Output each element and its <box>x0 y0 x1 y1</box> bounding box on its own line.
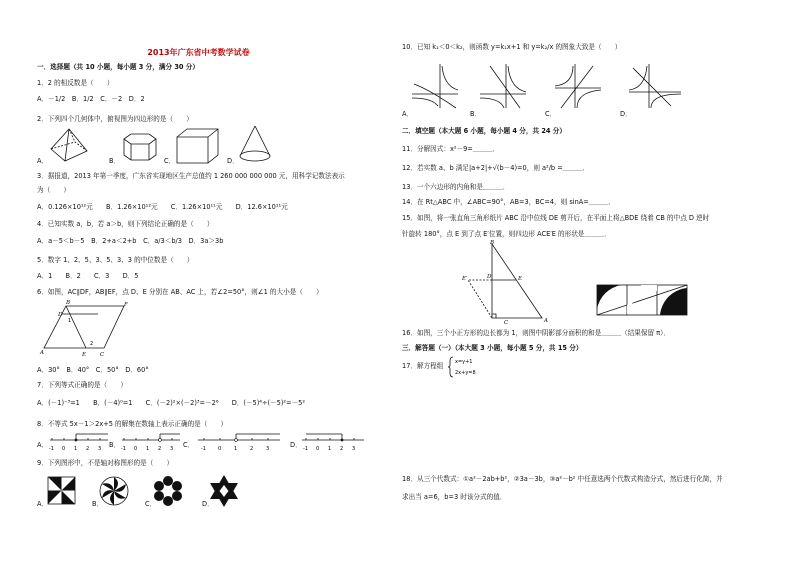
question-6: 6．如图，AC∥DF，AB∥EF，点 D、E 分别在 AB、AC 上，若∠2=50°，则∠1 的大小是（ ） <box>37 288 323 296</box>
q10-option-b: B． <box>470 110 482 118</box>
question-5: 5．数字 1、2、5、3、5、3、3 的中位数是（ ） <box>37 256 194 264</box>
question-11: 11．分解因式：x²－9=＿＿＿． <box>402 145 500 153</box>
question-1-options: A．－1/2 B．1/2 C．－2 D．2 <box>37 95 145 103</box>
fig15-label-b: B <box>490 240 495 246</box>
tickb-0: -1 <box>121 446 126 452</box>
fig6-label-b: B <box>66 300 71 306</box>
tickc-0: -1 <box>201 446 206 452</box>
tickc-3: 2 <box>250 446 254 452</box>
question-4-options: A．a－5＜b－5 B．2+a＜2+b C．a/3＜b/3 D．3a＞3b <box>37 237 224 245</box>
question-3-line-2: 为（ ） <box>37 186 70 194</box>
q8-option-d: D． <box>290 441 302 449</box>
question-15-line-1: 15．如图，将一张直角三角形纸片 ABC 沿中位线 DE 剪开后，在平面上将△BDE 绕着 CB 的中点 D 逆时 <box>402 214 710 222</box>
question-6-options: A．30° B．40° C．50° D．60° <box>37 366 149 374</box>
q9-option-a: A． <box>37 500 49 508</box>
graph-option-d <box>627 62 683 110</box>
question-8: 8．不等式 5x－1＞2x+5 的解集在数轴上表示正确的是（ ） <box>37 420 228 428</box>
graph-option-b <box>478 62 528 110</box>
question-17: 17．解方程组 <box>402 362 444 370</box>
tickc-4: 3 <box>266 446 270 452</box>
question-18-line-1: 18．从三个代数式：①a²－2ab+b²，②3a－3b，③a²－b² 中任意选两个代数式构造分式，然后进行化简，并 <box>402 475 723 483</box>
cone-figure <box>237 124 277 166</box>
question-10: 10．已知 k₁＜0＜k₂，则函数 y=k₁x+1 和 y=k₂/x 的图象大致是（ ） <box>402 43 622 51</box>
fig15-label-e: E <box>518 276 523 282</box>
number-line-a <box>48 430 110 454</box>
question-3-line-1: 3．据报道，2013 年第一季度，广东省实现地区生产总值约 1 260 000 000 000 元，用科学记数法表示 <box>37 172 345 180</box>
ticka-3: 2 <box>86 446 90 452</box>
question-7-options: A．(－1)⁻³=1 B．(－4)⁰=1 C．(－2)²×(－2)³=－2⁶ D．(－5)⁴÷(－5)²=－5² <box>37 399 305 407</box>
tickc-2: 1 <box>234 446 238 452</box>
star-of-david-figure <box>208 474 240 508</box>
fig6-label-e: E <box>82 352 87 358</box>
ticka-2: 1 <box>74 446 78 452</box>
question-3-options: A．0.126×10¹²元 B．1.26×10¹²元 C．1.26×10¹¹元 D．12.6×10¹¹元 <box>37 203 288 211</box>
question-18-line-2: 求出当 a=6，b=3 时该分式的值． <box>402 493 507 501</box>
fig6-label-f: F <box>124 302 128 308</box>
tickc-1: 0 <box>218 446 222 452</box>
fig6-label-c: C <box>100 352 105 358</box>
q10-option-d: D． <box>620 110 632 118</box>
circle-petals-figure <box>98 475 130 507</box>
question-14: 14．在 Rt△ABC 中，∠ABC=90°，AB=3，BC=4，则 sinA=＿＿＿． <box>402 198 616 206</box>
q2-option-b: B． <box>109 157 121 165</box>
question-2: 2．下列四个几何体中，俯视图为四边形的是（ ） <box>37 115 193 123</box>
tickd-1: 0 <box>316 446 320 452</box>
question-9: 9．下列图形中，不是轴对称图形的是（ ） <box>37 459 174 467</box>
number-line-c <box>196 430 286 454</box>
ticka-1: 0 <box>62 446 66 452</box>
question-1: 1．2 的相反数是（ ） <box>37 79 114 87</box>
ticka-4: 3 <box>98 446 102 452</box>
q9-option-b: B． <box>92 500 104 508</box>
q10-option-c: C． <box>545 110 557 118</box>
page-title: 2013年广东省中考数学试卷 <box>147 48 250 57</box>
q10-option-a: A． <box>402 110 414 118</box>
fig6-label-d: D <box>58 312 63 318</box>
tickd-3: 2 <box>340 446 344 452</box>
question-7: 7．下列等式正确的是（ ） <box>37 381 127 389</box>
section-3-heading: 三．解答题（一）（本大题 3 小题，每小题 5 分，共 15 分） <box>402 344 583 352</box>
equation-1: x=y+1 <box>455 359 473 365</box>
fig6-angle-1: 1 <box>68 318 72 324</box>
graph-option-a <box>410 62 460 110</box>
pyramid-figure <box>47 127 97 167</box>
fig15-label-d: D <box>487 274 492 280</box>
cube-figure <box>174 127 224 167</box>
tickd-4: 3 <box>352 446 356 452</box>
tickb-2: 1 <box>146 446 150 452</box>
q2-option-d: D． <box>227 157 239 165</box>
tickb-3: 2 <box>158 446 162 452</box>
q8-option-c: C． <box>183 441 195 449</box>
tickb-1: 0 <box>134 446 138 452</box>
fig6-angle-2: 2 <box>90 341 94 347</box>
q9-option-d: D． <box>202 500 214 508</box>
q2-option-c: C． <box>164 157 176 165</box>
fig15-label-a: A <box>544 318 548 324</box>
number-line-d <box>300 430 366 454</box>
q9-option-c: C． <box>145 500 157 508</box>
question-16: 16．如图，三个小正方形的边长都为 1，则图中阴影部分面积的和是＿＿＿（结果保留 π）． <box>402 329 671 337</box>
tickd-0: -1 <box>303 446 308 452</box>
section-2-heading: 二．填空题（本大题 6 小题，每小题 4 分，共 24 分） <box>402 127 566 135</box>
shaded-squares-figure <box>596 284 690 318</box>
question-4: 4．已知实数 a，b，若 a＞b，则下列结论正确的是（ ） <box>37 220 214 228</box>
parallel-lines-figure <box>40 300 130 360</box>
question-12: 12．若实数 a、b 满足|a+2|+√(b－4)=0，则 a²/b =＿＿＿． <box>402 164 590 172</box>
q8-option-b: B． <box>109 441 121 449</box>
fig15-label-e-prime: E′ <box>462 276 468 282</box>
ticka-0: -1 <box>49 446 54 452</box>
question-5-options: A．1 B．2 C．3 D．5 <box>37 272 139 280</box>
equation-system <box>448 356 488 378</box>
number-line-b <box>120 430 182 454</box>
tickb-4: 3 <box>170 446 174 452</box>
triangle-cut-figure <box>460 240 560 324</box>
question-15-line-2: 针旋转 180°，点 E 到了点 E′位置，则四边形 ACE′E 的形状是＿＿＿． <box>402 230 611 238</box>
question-13: 13．一个六边形的内角和是＿＿＿． <box>402 183 510 191</box>
fig15-label-c: C <box>504 320 509 326</box>
graph-option-c <box>553 62 603 110</box>
q8-option-a: A． <box>37 441 49 449</box>
fig6-label-a: A <box>40 350 44 356</box>
hexagonal-prism-figure <box>119 133 169 165</box>
equation-2: 2x+y=8 <box>455 370 476 376</box>
section-1-heading: 一．选择题（共 10 小题，每小题 3 分，满分 30 分） <box>37 63 199 71</box>
q2-option-a: A． <box>37 157 49 165</box>
tickd-2: 1 <box>328 446 332 452</box>
flower-figure <box>152 475 184 507</box>
pinwheel-figure <box>47 476 77 506</box>
